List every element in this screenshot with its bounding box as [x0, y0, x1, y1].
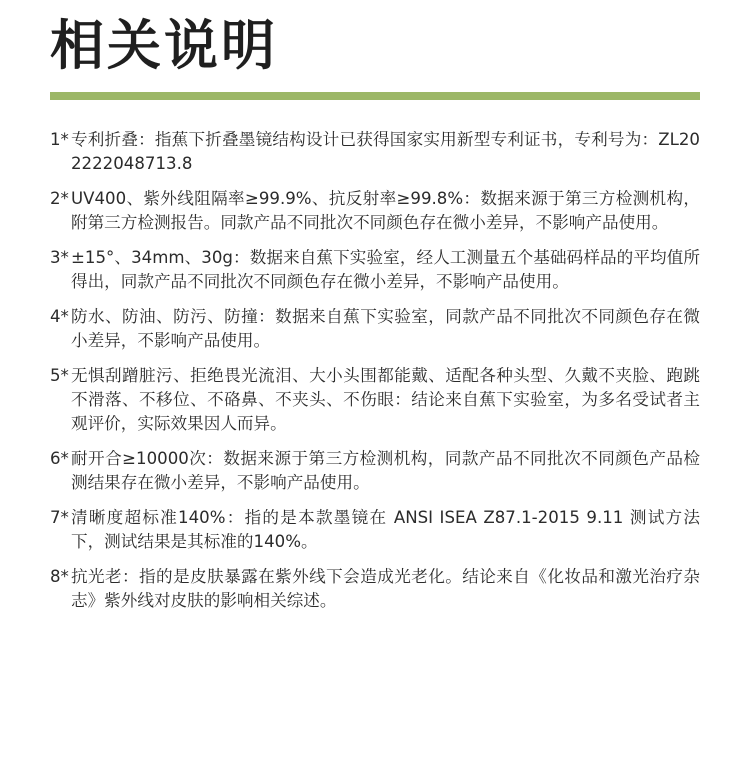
note-item: [50, 128, 700, 176]
page-title: 相关说明: [50, 14, 278, 77]
note-number: 1*: [50, 130, 69, 149]
note-number: 3*: [50, 248, 69, 267]
note-item: [50, 305, 700, 353]
note-number: 2*: [50, 189, 69, 208]
note-number: 4*: [50, 307, 69, 326]
note-number: 5*: [50, 366, 69, 385]
note-text: 清晰度超标准140%：指的是本款墨镜在 ANSI ISEA Z87.1-2015 9.11 测试方法下，测试结果是其标准的140%。: [71, 508, 700, 551]
note-text: 无惧刮蹭脏污、拒绝畏光流泪、大小头围都能戴、适配各种头型、久戴不夹脸、跑跳不滑落、不移位、不硌鼻、不夹头、不伤眼：结论来自蕉下实验室，为多名受试者主观评价，实际效果因人而异。: [71, 366, 700, 433]
note-text: 抗光老：指的是皮肤暴露在紫外线下会造成光老化。结论来自《化妆品和激光治疗杂志》紫外线对皮肤的影响相关综述。: [71, 567, 700, 610]
note-item: [50, 447, 700, 495]
note-number: 8*: [50, 567, 69, 586]
note-item: [50, 565, 700, 613]
note-text: 耐开合≥10000次：数据来源于第三方检测机构，同款产品不同批次不同颜色产品检测结果存在微小差异，不影响产品使用。: [71, 449, 700, 492]
title-divider: [50, 92, 700, 100]
note-item: [50, 246, 700, 294]
notes-list: [50, 128, 700, 624]
note-item: [50, 506, 700, 554]
note-number: 6*: [50, 449, 69, 468]
note-text: 防水、防油、防污、防撞：数据来自蕉下实验室，同款产品不同批次不同颜色存在微小差异，不影响产品使用。: [71, 307, 700, 350]
note-text: UV400、紫外线阻隔率≥99.9%、抗反射率≥99.8%：数据来源于第三方检测机构，附第三方检测报告。同款产品不同批次不同颜色存在微小差异，不影响产品使用。: [71, 189, 700, 232]
note-text: 专利折叠：指蕉下折叠墨镜结构设计已获得国家实用新型专利证书，专利号为：ZL202222048713.8: [71, 130, 700, 173]
note-text: ±15°、34mm、30g：数据来自蕉下实验室，经人工测量五个基础码样品的平均值所得出，同款产品不同批次不同颜色存在微小差异，不影响产品使用。: [71, 248, 700, 291]
note-item: [50, 364, 700, 436]
note-number: 7*: [50, 508, 69, 527]
note-item: [50, 187, 700, 235]
